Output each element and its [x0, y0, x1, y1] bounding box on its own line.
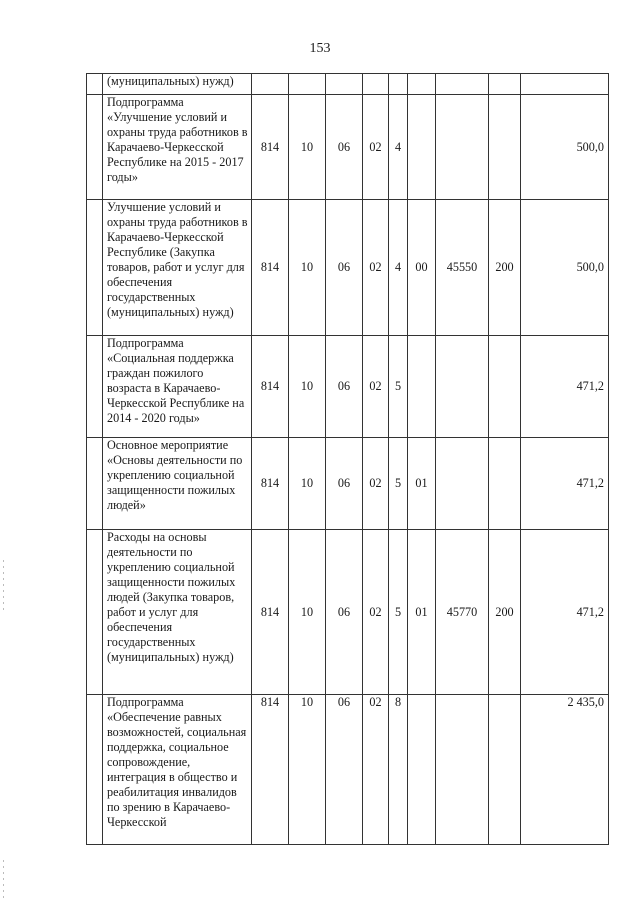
ministry-code: 814: [252, 695, 289, 845]
program-code: 02: [363, 695, 389, 845]
table-row: [87, 74, 609, 95]
event-code: [408, 74, 436, 95]
subprogram-code: 5: [389, 336, 408, 438]
row-name: Расходы на основы деятельности по укреплению социальной защищенности пожилых людей (Закупка товаров, работ и услуг для обеспечения государственных (муниципальных) нужд): [103, 530, 252, 695]
empty-cell: [87, 200, 103, 336]
amount: 500,0: [521, 200, 609, 336]
direction-code: 45550: [436, 200, 489, 336]
row-name: Улучшение условий и охраны труда работников в Карачаево-Черкесской Республике (Закупка товаров, работ и услуг для обеспечения государственных (муниципальных) нужд): [103, 200, 252, 336]
subprogram-code: 5: [389, 530, 408, 695]
table-row: [87, 438, 609, 530]
direction-code: [436, 336, 489, 438]
section-code: 10: [289, 336, 326, 438]
program-code: 02: [363, 336, 389, 438]
subprogram-code: [389, 74, 408, 95]
direction-code: [436, 438, 489, 530]
table-row: [87, 95, 609, 200]
section-code: 10: [289, 530, 326, 695]
expense-type-code: [489, 74, 521, 95]
direction-code: [436, 695, 489, 845]
empty-cell: [87, 695, 103, 845]
subsection-code: 06: [326, 336, 363, 438]
row-name: (муниципальных) нужд): [103, 74, 252, 95]
expense-type-code: [489, 695, 521, 845]
expense-type-code: [489, 438, 521, 530]
table-row: [87, 336, 609, 438]
direction-code: [436, 95, 489, 200]
program-code: 02: [363, 530, 389, 695]
empty-cell: [87, 336, 103, 438]
subsection-code: 06: [326, 695, 363, 845]
subprogram-code: 4: [389, 95, 408, 200]
event-code: 00: [408, 200, 436, 336]
amount: 471,2: [521, 336, 609, 438]
ministry-code: 814: [252, 438, 289, 530]
section-code: 10: [289, 695, 326, 845]
expense-type-code: 200: [489, 200, 521, 336]
expense-type-code: [489, 336, 521, 438]
section-code: 10: [289, 95, 326, 200]
section-code: 10: [289, 438, 326, 530]
scan-margin-mark: [3, 560, 4, 610]
event-code: [408, 695, 436, 845]
row-name: Подпрограмма «Социальная поддержка граждан пожилого возраста в Карачаево-Черкесской Республике на 2014 - 2020 годы»: [103, 336, 252, 438]
program-code: 02: [363, 95, 389, 200]
direction-code: 45770: [436, 530, 489, 695]
program-code: [363, 74, 389, 95]
expense-type-code: 200: [489, 530, 521, 695]
subsection-code: 06: [326, 530, 363, 695]
page-number: 153: [309, 41, 331, 56]
event-code: 01: [408, 530, 436, 695]
ministry-code: [252, 74, 289, 95]
row-name: Основное мероприятие «Основы деятельности по укреплению социальной защищенности пожилых людей»: [103, 438, 252, 530]
ministry-code: 814: [252, 95, 289, 200]
empty-cell: [87, 95, 103, 200]
row-name: Подпрограмма «Улучшение условий и охраны труда работников в Карачаево-Черкесской Республике на 2015 - 2017 годы»: [103, 95, 252, 200]
amount: [521, 74, 609, 95]
subprogram-code: 8: [389, 695, 408, 845]
subsection-code: 06: [326, 95, 363, 200]
event-code: [408, 95, 436, 200]
ministry-code: 814: [252, 530, 289, 695]
program-code: 02: [363, 200, 389, 336]
expense-type-code: [489, 95, 521, 200]
event-code: 01: [408, 438, 436, 530]
subsection-code: 06: [326, 438, 363, 530]
scan-margin-mark: [3, 860, 4, 900]
subsection-code: 06: [326, 200, 363, 336]
empty-cell: [87, 438, 103, 530]
subprogram-code: 5: [389, 438, 408, 530]
amount: 471,2: [521, 438, 609, 530]
empty-cell: [87, 530, 103, 695]
section-code: 10: [289, 200, 326, 336]
ministry-code: 814: [252, 336, 289, 438]
amount: 2 435,0: [521, 695, 609, 845]
table-row: [87, 200, 609, 336]
direction-code: [436, 74, 489, 95]
empty-cell: [87, 74, 103, 95]
section-code: [289, 74, 326, 95]
ministry-code: 814: [252, 200, 289, 336]
program-code: 02: [363, 438, 389, 530]
subsection-code: [326, 74, 363, 95]
budget-table: [86, 73, 609, 845]
amount: 500,0: [521, 95, 609, 200]
table-row: [87, 695, 609, 845]
amount: 471,2: [521, 530, 609, 695]
event-code: [408, 336, 436, 438]
row-name: Подпрограмма «Обеспечение равных возможностей, социальная поддержка, социальное сопровождение, интеграция в общество и реабилитация инвалидов по зрению в Карачаево-Черкесской: [103, 695, 252, 845]
subprogram-code: 4: [389, 200, 408, 336]
table-row: [87, 530, 609, 695]
